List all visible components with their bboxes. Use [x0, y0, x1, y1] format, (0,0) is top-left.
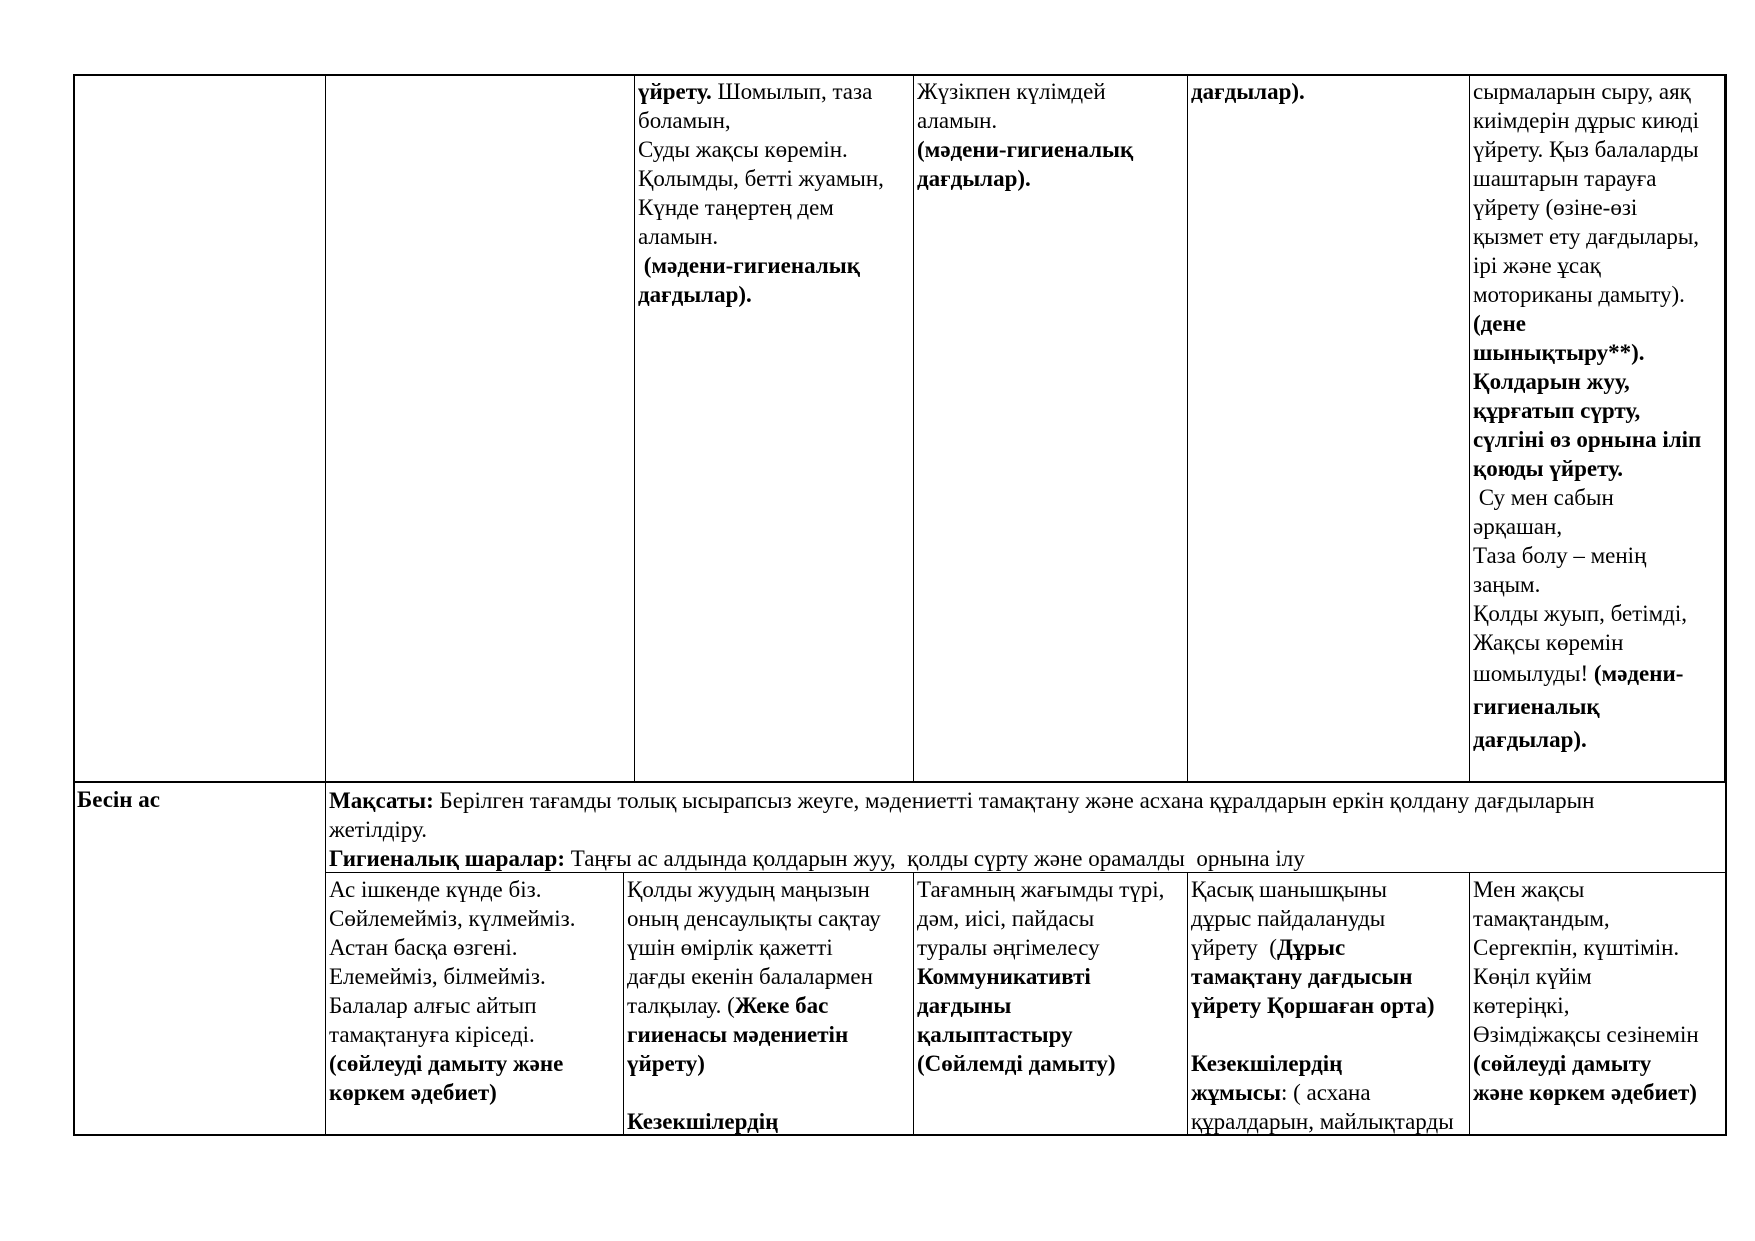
- bottom-col6-line1: Мен жақсы: [1473, 877, 1585, 902]
- top-col3-line6: аламын.: [638, 224, 719, 249]
- top-col6-line21-bold: (мәдени-: [1593, 661, 1684, 686]
- bottom-col2-line8: көркем әдебиет): [329, 1080, 497, 1105]
- bottom-col6-line5: көтеріңкі,: [1473, 993, 1570, 1018]
- bottom-col5-line2: дұрыс пайдалануды: [1191, 906, 1386, 931]
- hygiene-label: Гигиеналық шаралар:: [329, 846, 565, 871]
- bottom-col4-line5: дағдыны: [917, 993, 1012, 1018]
- top-col6-line9: (дене: [1473, 311, 1526, 336]
- bottom-col6-line4: Көңіл күйім: [1473, 964, 1592, 989]
- bottom-col6-line7: (сөйлеуді дамыту: [1473, 1051, 1652, 1076]
- top-col3-line5: Күнде таңертең дем: [638, 195, 834, 220]
- top-col3-line1: Шомылып, таза: [711, 79, 873, 104]
- top-row-label-cell: [74, 75, 326, 782]
- top-col6-line22: гигиеналық: [1473, 694, 1600, 719]
- bottom-col5-line3-bold: Дұрыс: [1276, 935, 1346, 960]
- bottom-col3-spacer: [627, 1078, 911, 1107]
- bottom-col3-line3: үшін өмірлік қажетті: [627, 935, 833, 960]
- bottom-col4-cell: [914, 873, 1188, 1135]
- bottom-col2-line7: (сөйлеуді дамыту және: [329, 1051, 564, 1076]
- bottom-col3-line5: талқылау. (: [627, 993, 735, 1018]
- bottom-col6-line6: Өзімдіжақсы сезінемін: [1473, 1022, 1699, 1047]
- top-row-col6-cell: [1470, 75, 1725, 782]
- top-row-col3-cell: [635, 75, 914, 782]
- bottom-col5-line5: үйрету Қоршаған орта): [1191, 993, 1435, 1018]
- bottom-col4-line7: (Сөйлемді дамыту): [917, 1051, 1116, 1076]
- bottom-col5-spacer: [1191, 1020, 1467, 1049]
- top-col6-line23: дағдылар).: [1473, 727, 1587, 752]
- top-col3-line8: дағдылар).: [638, 282, 752, 307]
- top-col4-line1: Жүзікпен күлімдей: [917, 79, 1106, 104]
- bottom-col5-line7: Кезекшілердің: [1191, 1051, 1343, 1076]
- top-col6-line19: Қолды жуып, бетімді,: [1473, 601, 1688, 626]
- top-col6-line6: қызмет ету дағдылары,: [1473, 224, 1700, 249]
- bottom-col5-line4: тамақтану дағдысын: [1191, 964, 1413, 989]
- bottom-col4-line3: туралы әңгімелесу: [917, 935, 1100, 960]
- bottom-col2-cell: [326, 873, 624, 1135]
- bottom-col6-line3: Сергекпін, күштімін.: [1473, 935, 1680, 960]
- goal-cell: [326, 783, 1726, 873]
- bottom-col2-line5: Балалар алғыс айтып: [329, 993, 537, 1018]
- top-col4-line3: (мәдени-гигиеналық: [917, 137, 1134, 162]
- bottom-col3-line4: дағды екенін балалармен: [627, 964, 873, 989]
- top-col6-line20: Жақсы көремін: [1473, 630, 1624, 655]
- hygiene-text: Таңғы ас алдында қолдарын жуу, қолды сүрту және орамалды орнына ілу: [565, 846, 1305, 871]
- bottom-col2-line6: тамақтануға кіріседі.: [329, 1022, 535, 1047]
- row-label-cell: [74, 783, 326, 1135]
- top-row-col4-cell: [914, 75, 1188, 782]
- goal-text: Берілген тағамды толық ысырапсыз жеуге, мәдениетті тамақтану және асхана құралдарын еркін қолдану дағдыларын: [433, 788, 1595, 813]
- top-row-col5-cell: [1188, 75, 1470, 782]
- top-col6-line17: Таза болу – менің: [1473, 543, 1647, 568]
- top-col3-line1-bold: үйрету.: [638, 79, 712, 104]
- top-col6-line7: ірі және ұсақ: [1473, 253, 1601, 278]
- top-col6-line16: әрқашан,: [1473, 514, 1563, 539]
- bottom-col5-cell: [1188, 873, 1470, 1135]
- top-col5-line1: дағдылар).: [1191, 79, 1305, 104]
- bottom-col4-line4: Коммуникативті: [917, 964, 1091, 989]
- bottom-col2-line2: Сөйлемейміз, күлмейміз.: [329, 906, 576, 931]
- top-col3-line7: (мәдени-гигиеналық: [638, 253, 860, 278]
- bottom-col3-line5-bold: Жеке бас: [734, 993, 829, 1018]
- bottom-col4-line1: Тағамның жағымды түрі,: [917, 877, 1165, 902]
- bottom-col4-line2: дәм, иісі, пайдасы: [917, 906, 1095, 931]
- bottom-col3-cell: [624, 873, 914, 1135]
- top-col6-line18: заңым.: [1473, 572, 1541, 597]
- bottom-col3-line7: үйрету): [627, 1051, 705, 1076]
- top-col6-line3: үйрету. Қыз балаларды: [1473, 137, 1699, 162]
- goal-label: Мақсаты:: [329, 788, 434, 813]
- top-col6-line4: шаштарын тарауға: [1473, 166, 1657, 191]
- top-col3-line3: Суды жақсы көремін.: [638, 137, 848, 162]
- top-col4-line2: аламын.: [917, 108, 998, 133]
- bottom-col6-line8: және көркем әдебиет): [1473, 1080, 1697, 1105]
- bottom-col4-line6: қалыптастыру: [917, 1022, 1073, 1047]
- top-col6-line8: моториканы дамыту).: [1473, 282, 1685, 307]
- row-label: Бесін ас: [77, 787, 161, 812]
- bottom-col5-line8: : ( асхана: [1280, 1080, 1371, 1105]
- top-row-col2-cell: [326, 75, 635, 782]
- top-col6-line15: Су мен сабын: [1473, 485, 1614, 510]
- top-col6-line11: Қолдарын жуу,: [1473, 369, 1630, 394]
- top-col4-line4: дағдылар).: [917, 166, 1031, 191]
- bottom-col6-line2: тамақтандым,: [1473, 906, 1610, 931]
- top-col6-line12: құрғатып сүрту,: [1473, 398, 1641, 423]
- top-col6-line14: қоюды үйрету.: [1473, 456, 1624, 481]
- top-col6-line5: үйрету (өзіне-өзі: [1473, 195, 1638, 220]
- top-col6-line21: шомылуды!: [1473, 661, 1594, 686]
- top-col6-line2: киімдерін дұрыс киюді: [1473, 108, 1699, 133]
- bottom-col2-line3: Астан басқа өзгені.: [329, 935, 518, 960]
- top-col6-line13: сүлгіні өз орнына іліп: [1473, 427, 1702, 452]
- bottom-col3-line1: Қолды жуудың маңызын: [627, 877, 870, 902]
- bottom-col2-line4: Елемейміз, білмейміз.: [329, 964, 546, 989]
- bottom-col5-line8-bold: жұмысы: [1191, 1080, 1281, 1105]
- bottom-col5-line1: Қасық шанышқыны: [1191, 877, 1387, 902]
- goal-text-line2: жетілдіру.: [329, 817, 427, 842]
- bottom-col5-line9: құралдарын, майлықтарды: [1191, 1109, 1454, 1134]
- top-col3-line2: боламын,: [638, 108, 731, 133]
- bottom-col3-line2: оның денсаулықты сақтау: [627, 906, 881, 931]
- bottom-col6-cell: [1470, 873, 1726, 1135]
- bottom-col3-line6: гииенасы мәдениетін: [627, 1022, 849, 1047]
- bottom-col2-line1: Ас ішкенде күнде біз.: [329, 877, 542, 902]
- top-col6-line10: шынықтыру**).: [1473, 340, 1645, 365]
- bottom-col5-line3: үйрету (: [1191, 935, 1277, 960]
- bottom-col3-line9: Кезекшілердің: [627, 1109, 779, 1134]
- top-col3-line4: Қолымды, бетті жуамын,: [638, 166, 884, 191]
- top-col6-line1: сырмаларын сыру, аяқ: [1473, 79, 1691, 104]
